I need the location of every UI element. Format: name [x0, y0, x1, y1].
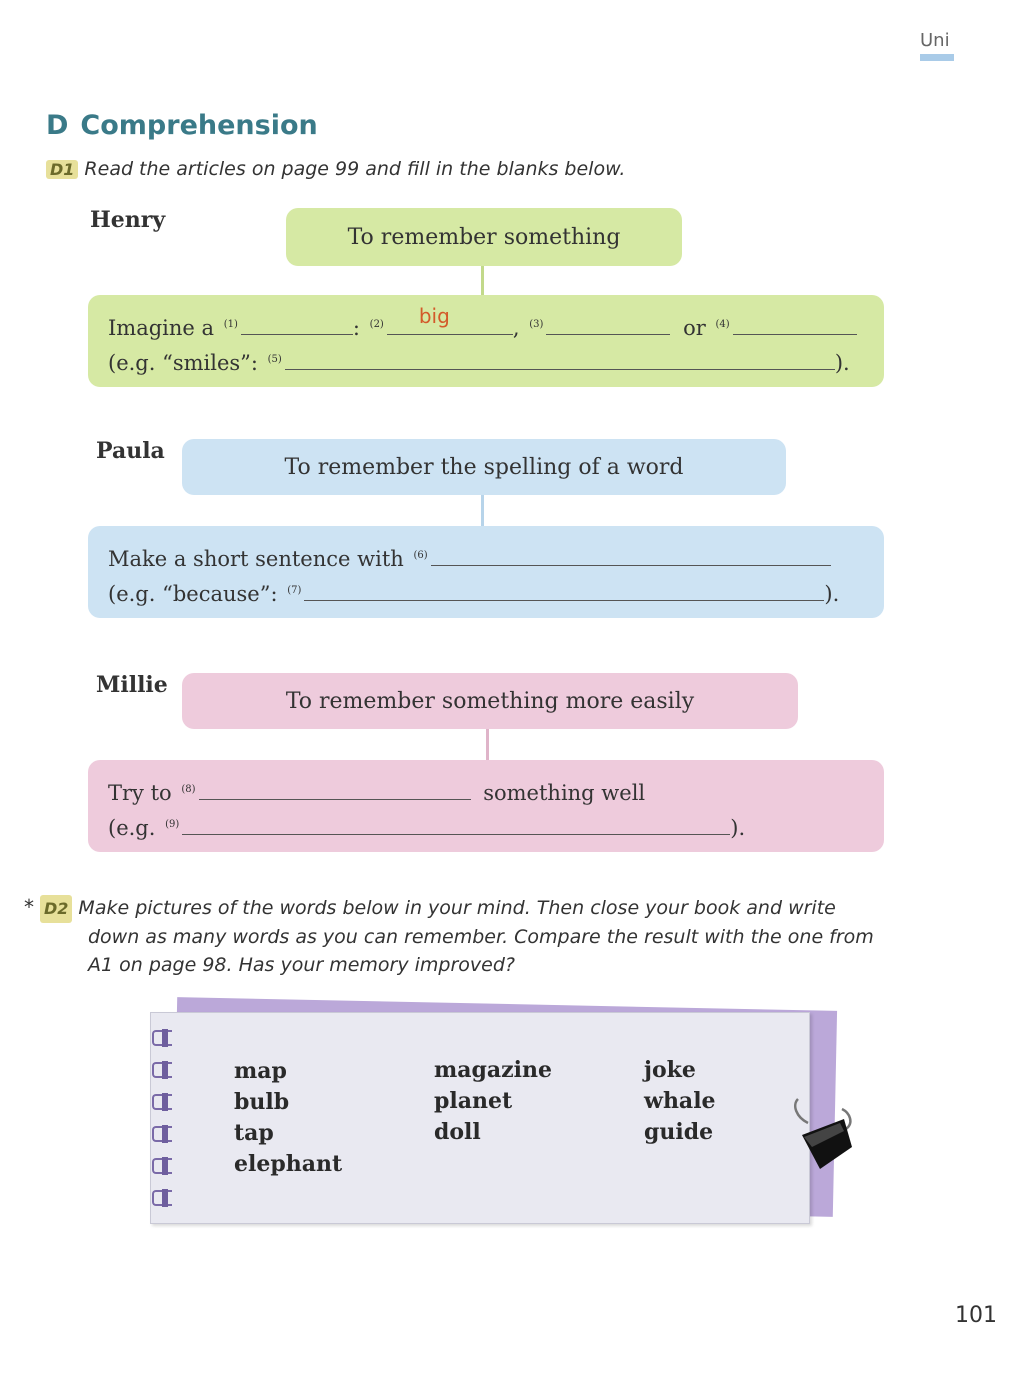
- task2-badge: D2: [40, 895, 72, 923]
- blank-1[interactable]: [241, 317, 353, 335]
- blank-number-6: (6): [413, 550, 428, 561]
- word-item: whale: [644, 1088, 716, 1114]
- paula-line1: [108, 540, 864, 575]
- word-item: map: [234, 1058, 287, 1084]
- millie-title-box: [182, 673, 798, 729]
- paula-name: Paula: [96, 438, 165, 464]
- henry-content-box: [88, 295, 884, 387]
- paula-title-box: [182, 439, 786, 495]
- paula-content-box: [88, 526, 884, 618]
- paula-connector: [481, 495, 484, 527]
- word-item: planet: [434, 1088, 513, 1114]
- answer-2: big: [418, 304, 450, 328]
- task2-instruction: [24, 893, 944, 979]
- spiral-bar: [162, 1029, 168, 1047]
- blank-number-2: (2): [369, 319, 384, 330]
- spiral-bar: [162, 1061, 168, 1079]
- paula-line2-prefix: (e.g. “because”:: [108, 582, 278, 606]
- millie-line2: [108, 809, 864, 844]
- spiral-bar: [162, 1189, 168, 1207]
- henry-line2-prefix: (e.g. “smiles”:: [108, 351, 258, 375]
- spiral-bar: [162, 1093, 168, 1111]
- unit-tab-label: Uni: [920, 30, 950, 51]
- blank-5[interactable]: [285, 352, 835, 370]
- henry-title-box: [286, 208, 682, 266]
- blank-4[interactable]: [733, 317, 857, 335]
- paula-line2: [108, 575, 864, 610]
- word-item: joke: [644, 1057, 696, 1083]
- task2-instruction-line2: down as many words as you can remember. Compare the result with the one from: [88, 926, 874, 948]
- henry-comma: ,: [512, 316, 520, 340]
- paula-line1-prefix: Make a short sentence with: [108, 547, 404, 571]
- henry-line2: [108, 344, 864, 379]
- word-item: magazine: [434, 1057, 553, 1083]
- task2-instruction-line3: A1 on page 98. Has your memory improved?: [88, 954, 515, 976]
- millie-line1-prefix: Try to: [108, 781, 172, 805]
- henry-name: Henry: [90, 207, 166, 233]
- millie-content-box: [88, 760, 884, 852]
- word-item: elephant: [234, 1151, 343, 1177]
- section-letter: D: [46, 110, 69, 141]
- blank-6[interactable]: [431, 548, 831, 566]
- millie-line1: [108, 774, 864, 809]
- millie-line1-suffix: something well: [483, 781, 646, 805]
- page-number: 101: [955, 1303, 997, 1328]
- blank-number-5: (5): [267, 354, 282, 365]
- blank-3[interactable]: [546, 317, 670, 335]
- section-heading: [46, 110, 318, 141]
- blank-number-7: (7): [287, 585, 302, 596]
- henry-colon: :: [352, 316, 360, 340]
- blank-number-1: (1): [223, 319, 238, 330]
- blank-2[interactable]: [387, 304, 513, 335]
- henry-line1-prefix: Imagine a: [108, 316, 215, 340]
- paula-title: To remember the spelling of a word: [284, 454, 684, 480]
- millie-line2-prefix: (e.g.: [108, 816, 156, 840]
- star-mark: *: [24, 895, 34, 919]
- henry-close: ).: [834, 351, 850, 375]
- task1-instruction-text: Read the articles on page 99 and fill in the blanks below.: [84, 158, 626, 180]
- task1-badge: D1: [46, 160, 78, 179]
- blank-number-9: (9): [165, 819, 180, 830]
- millie-connector: [486, 729, 489, 761]
- blank-number-4: (4): [715, 319, 730, 330]
- spiral-bar: [162, 1125, 168, 1143]
- henry-or: or: [683, 316, 706, 340]
- blank-7[interactable]: [304, 583, 824, 601]
- word-item: bulb: [234, 1089, 290, 1115]
- unit-tab-bar: [920, 54, 954, 61]
- henry-connector: [481, 266, 484, 296]
- millie-name: Millie: [96, 672, 168, 698]
- word-item: guide: [644, 1119, 714, 1145]
- blank-number-3: (3): [529, 319, 544, 330]
- word-item: doll: [434, 1119, 481, 1145]
- blank-8[interactable]: [199, 782, 471, 800]
- spiral-bar: [162, 1157, 168, 1175]
- notepad: [150, 1012, 810, 1224]
- paula-close: ).: [824, 582, 840, 606]
- section-title: Comprehension: [80, 110, 318, 141]
- word-item: tap: [234, 1120, 274, 1146]
- henry-line1: [108, 304, 864, 344]
- task1-instruction: [46, 158, 625, 180]
- millie-title: To remember something more easily: [285, 688, 695, 714]
- task2-instruction-line1: Make pictures of the words below in your mind. Then close your book and write: [78, 897, 836, 919]
- blank-number-8: (8): [181, 784, 196, 795]
- binder-clip-icon: [790, 1095, 860, 1175]
- blank-9[interactable]: [182, 817, 730, 835]
- millie-close: ).: [730, 816, 746, 840]
- henry-title: To remember something: [347, 224, 621, 250]
